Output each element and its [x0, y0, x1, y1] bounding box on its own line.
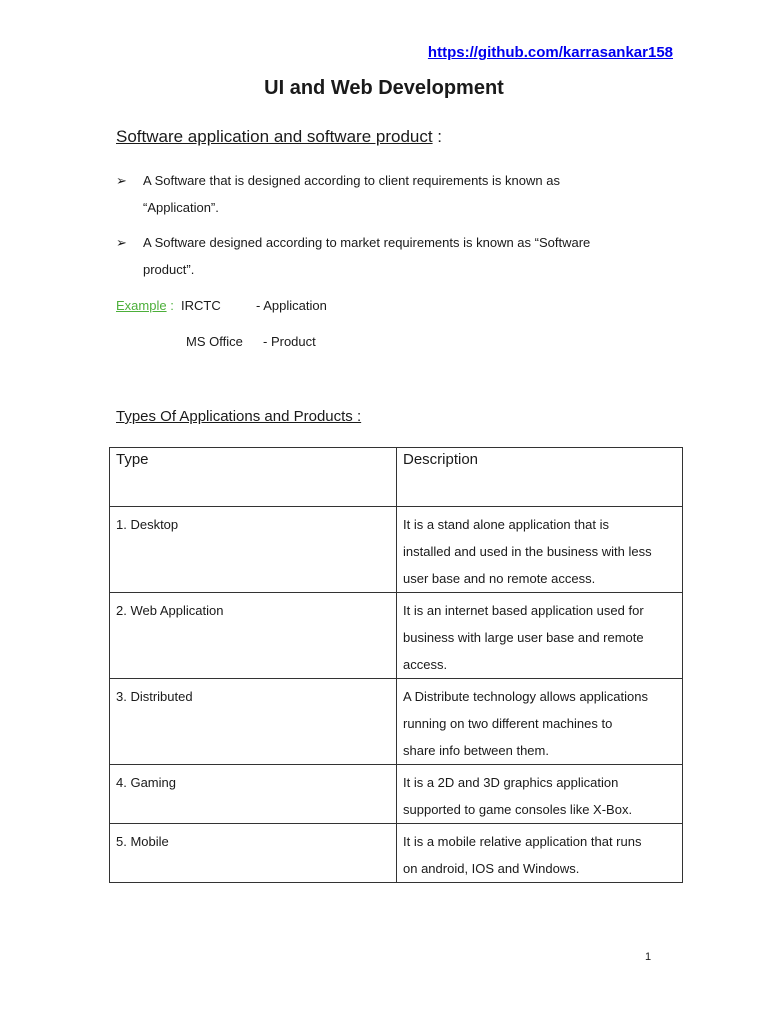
bullet-item-product	[116, 229, 656, 283]
table-cell-description	[397, 507, 683, 593]
description-line: A Distribute technology allows applications	[403, 689, 648, 704]
example-kind: - Application	[256, 298, 327, 313]
table-cell-description	[397, 824, 683, 883]
bullet-text-line1: A Software designed according to market requirements is known as “Software	[143, 235, 591, 250]
description-line: It is a 2D and 3D graphics application	[403, 775, 619, 790]
table-header-row	[110, 448, 683, 507]
description-line: share info between them.	[403, 743, 549, 758]
table-cell-type: 1. Desktop	[110, 507, 397, 593]
description-line: running on two different machines to	[403, 716, 613, 731]
table-cell-description	[397, 679, 683, 765]
description-line: It is a stand alone application that is	[403, 517, 609, 532]
description-line: installed and used in the business with less	[403, 544, 652, 559]
table-cell-description	[397, 593, 683, 679]
description-line: business with large user base and remote	[403, 630, 644, 645]
table-cell-type: 2. Web Application	[110, 593, 397, 679]
example-kind: - Product	[263, 334, 316, 349]
section-heading-software-text: Software application and software product	[116, 127, 433, 146]
bullet-item-application	[116, 167, 656, 221]
table-row	[110, 679, 683, 765]
table-row	[110, 507, 683, 593]
description-line: It is a mobile relative application that runs	[403, 834, 642, 849]
section-heading-types-text: Types Of Applications and Products :	[116, 408, 362, 425]
page-number: 1	[645, 951, 652, 963]
arrowhead-bullet-icon: ➢	[116, 235, 127, 250]
example-name: IRCTC	[181, 298, 221, 313]
page-title: UI and Web Development	[264, 77, 504, 99]
description-line: supported to game consoles like X-Box.	[403, 802, 633, 817]
table-row	[110, 593, 683, 679]
column-header-description: Description	[397, 448, 683, 507]
table-row	[110, 824, 683, 883]
description-line: access.	[403, 657, 448, 672]
bullet-text-line2: product”.	[143, 262, 195, 277]
example-name: MS Office	[186, 334, 243, 349]
column-header-type: Type	[110, 448, 397, 507]
section-heading-types	[116, 408, 361, 425]
types-table	[109, 447, 683, 883]
section-heading-software-suffix: :	[432, 127, 443, 146]
table-cell-description	[397, 765, 683, 824]
github-link[interactable]: https://github.com/karrasankar158	[427, 44, 673, 61]
section-heading-software	[116, 127, 442, 147]
bullet-text-line1: A Software that is designed according to client requirements is known as	[143, 173, 560, 188]
example-label	[116, 298, 174, 313]
example-label-colon: :	[166, 298, 174, 313]
description-line: on android, IOS and Windows.	[403, 861, 580, 876]
table-cell-type: 4. Gaming	[110, 765, 397, 824]
table-cell-type: 5. Mobile	[110, 824, 397, 883]
description-line: It is an internet based application used for	[403, 603, 644, 618]
table-cell-type: 3. Distributed	[110, 679, 397, 765]
description-line: user base and no remote access.	[403, 571, 596, 586]
bullet-text-line2: “Application”.	[143, 200, 219, 215]
example-label-text: Example	[116, 298, 167, 313]
arrowhead-bullet-icon: ➢	[116, 173, 127, 188]
table-row	[110, 765, 683, 824]
